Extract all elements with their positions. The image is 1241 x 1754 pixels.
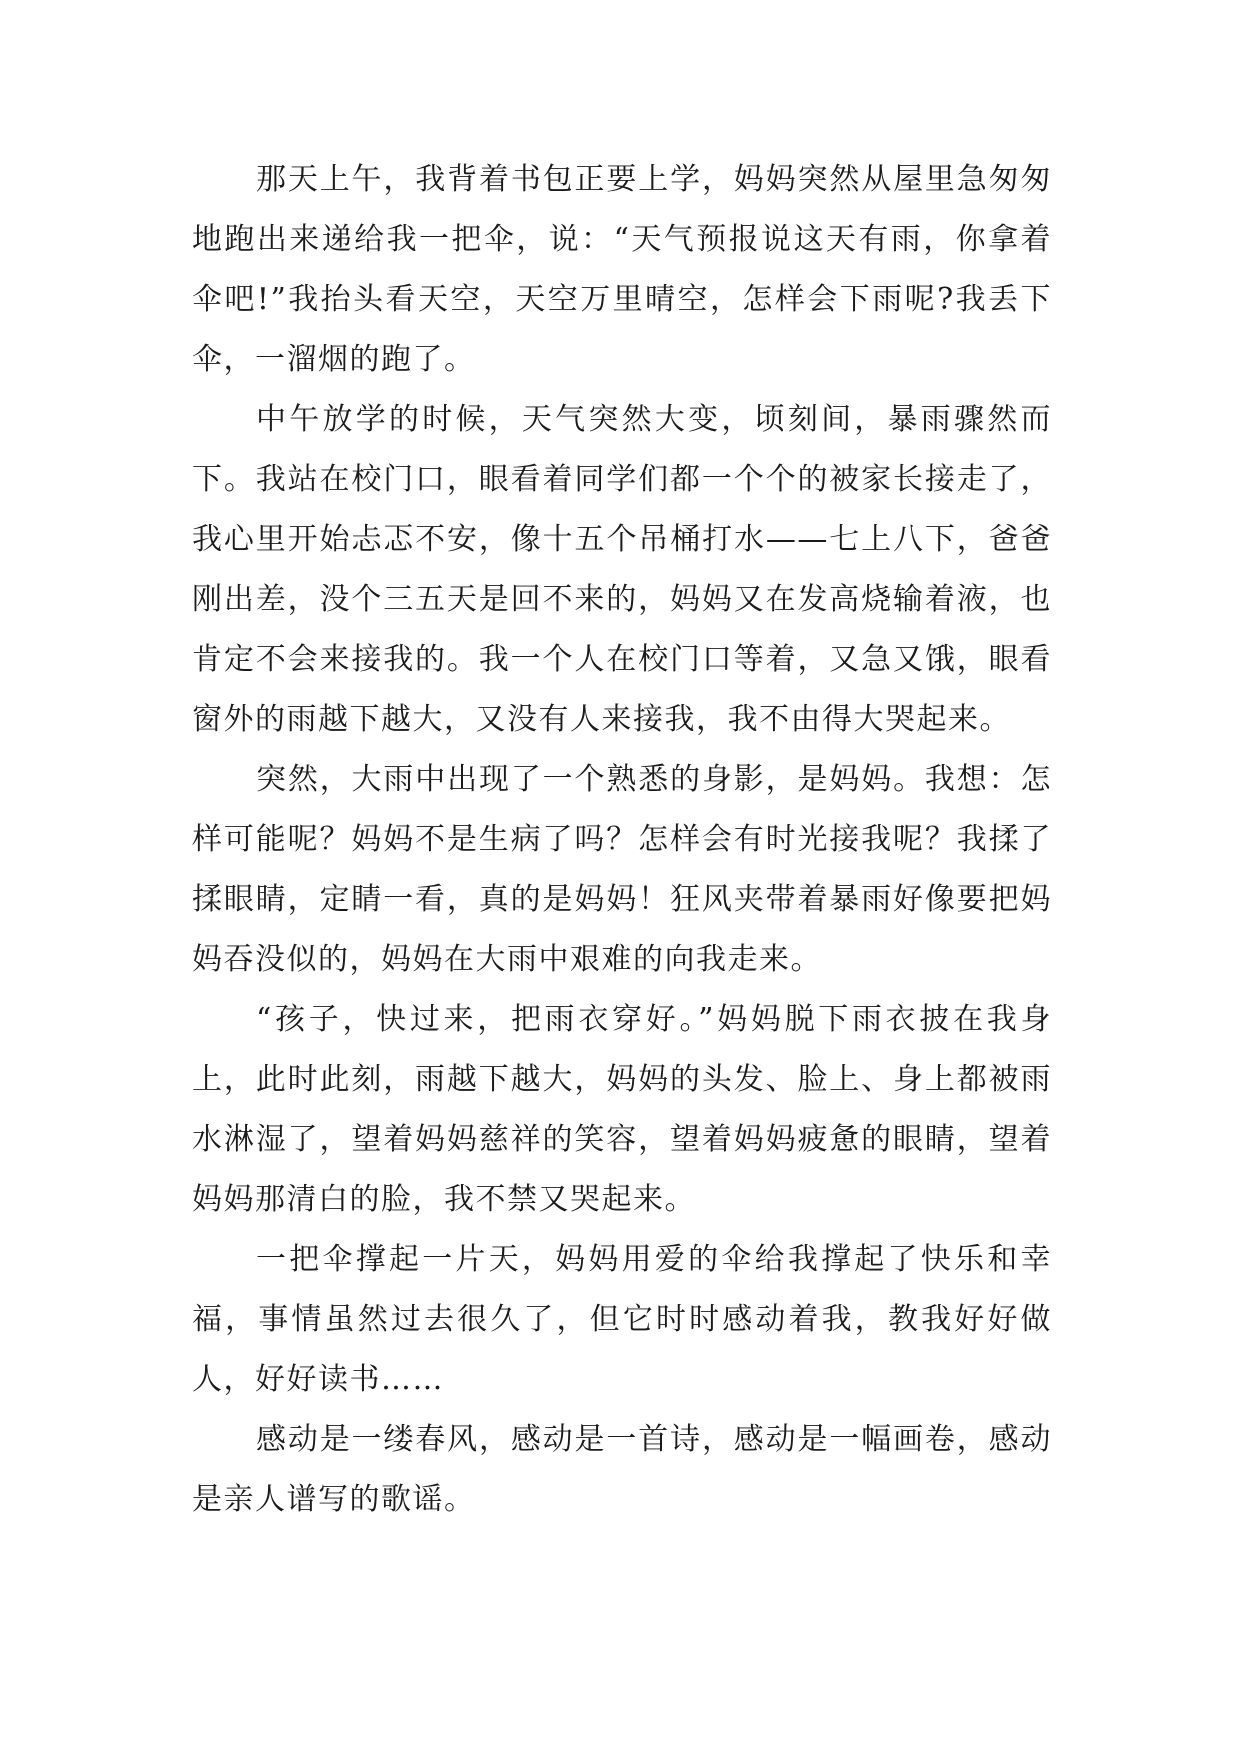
- paragraph-5: 一把伞撑起一片天，妈妈用爱的伞给我撑起了快乐和幸福，事情虽然过去很久了，但它时时感动着我，教我好好做人，好好读书……: [192, 1242, 1052, 1397]
- paragraph-2: 中午放学的时候，天气突然大变，顷刻间，暴雨骤然而下。我站在校门口，眼看着同学们都一个个的被家长接走了，我心里开始忐忑不安，像十五个吊桶打水——七上八下，爸爸刚出差，没个三五天是回不来的，妈妈又在发高烧输着液，也肯定不会来接我的。我一个人在校门口等着，又急又饿，眼看窗外的雨越下越大，又没有人来接我，我不由得大哭起来。: [192, 402, 1052, 737]
- document-page: [192, 150, 1052, 1530]
- paragraph-3: 突然，大雨中出现了一个熟悉的身影，是妈妈。我想：怎样可能呢？妈妈不是生病了吗？怎样会有时光接我呢？我揉了揉眼睛，定睛一看，真的是妈妈！狂风夹带着暴雨好像要把妈妈吞没似的，妈妈在大雨中艰难的向我走来。: [192, 762, 1052, 977]
- paragraph-6: 感动是一缕春风，感动是一首诗，感动是一幅画卷，感动是亲人谱写的歌谣。: [192, 1422, 1052, 1517]
- paragraph-1: 那天上午，我背着书包正要上学，妈妈突然从屋里急匆匆地跑出来递给我一把伞，说：“天气预报说这天有雨，你拿着伞吧!”我抬头看天空，天空万里晴空，怎样会下雨呢?我丢下伞，一溜烟的跑了。: [192, 162, 1052, 377]
- paragraph-4: “孩子，快过来，把雨衣穿好。”妈妈脱下雨衣披在我身上，此时此刻，雨越下越大，妈妈的头发、脸上、身上都被雨水淋湿了，望着妈妈慈祥的笑容，望着妈妈疲惫的眼睛，望着妈妈那清白的脸，我不禁又哭起来。: [192, 1002, 1052, 1217]
